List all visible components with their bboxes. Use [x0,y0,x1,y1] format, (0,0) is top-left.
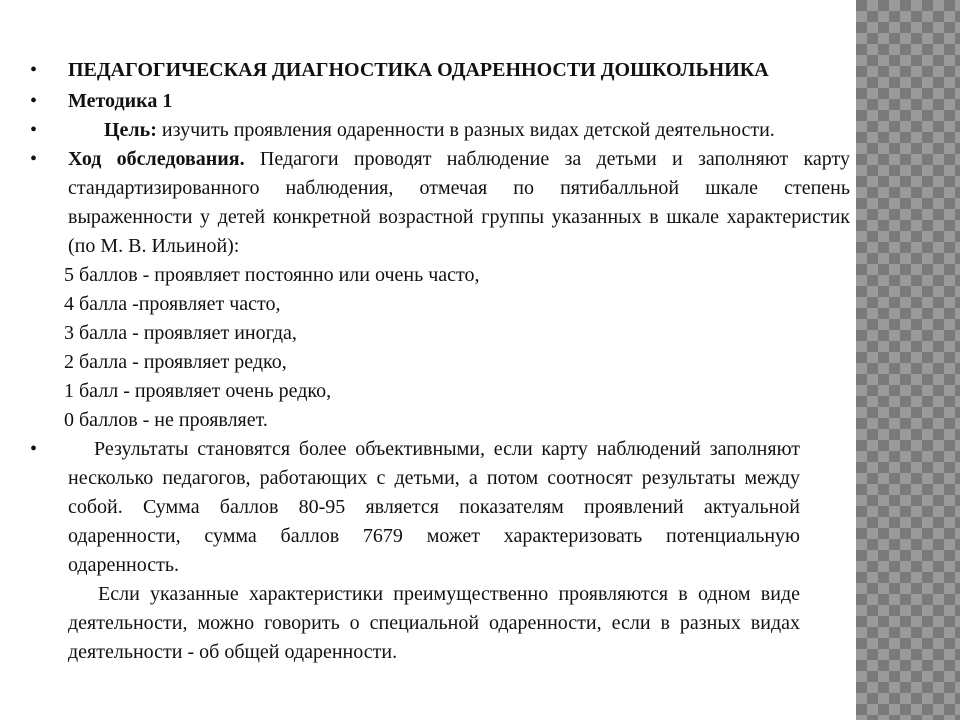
goal-item [28,116,850,145]
scale-item: 2 балла - проявляет редко, [64,351,287,373]
results-item [28,435,800,580]
results-paragraph: Результаты становятся более объективными, если карту наблюдений заполняют несколько педагогов, работающих с детьми, а потом соотносят результаты между собой. Сумма баллов 80-95 является показателям проявлений актуальной одаренности, сумма баллов 7679 может характеризовать потенциальную одаренность. [68,438,800,576]
scale-item: 3 балла - проявляет иногда, [64,322,297,344]
conclusion-paragraph: Если указанные характеристики преимущественно проявляются в одном виде деятельности, можно говорить о специальной одаренности, если в разных видах деятельности - об общей одаренности. [68,583,800,663]
scale-item: 0 баллов - не проявляет. [64,409,268,431]
scale-item: 1 балл - проявляет очень редко, [64,380,332,402]
goal-label: Цель: [104,119,157,141]
scale-list [28,261,850,435]
bullet-icon: • [30,59,38,81]
bullet-icon: • [30,90,38,112]
conclusion-item [28,580,800,667]
scale-item: 5 баллов - проявляет постоянно или очень часто, [64,264,480,286]
bullet-icon: • [30,119,38,141]
procedure-label: Ход обследования. [68,148,245,170]
bullet-icon: • [30,148,38,170]
method-label: Методика 1 [68,90,173,112]
procedure-paragraph [68,145,850,261]
method-item [28,87,850,116]
bullet-icon: • [30,438,38,460]
decorative-side-pattern [856,0,960,720]
scale-item: 4 балла -проявляет часто, [64,293,281,315]
goal-paragraph [68,116,850,145]
procedure-text: Педагоги проводят наблюдение за детьми и заполняют карту стандартизированного наблюдения, отмечая по пятибалльной шкале степень выраженности у детей конкретной возрастной группы указанных в шкале характеристик (по М. В. Ильиной): [68,148,851,257]
slide-content [28,56,850,667]
goal-text: изучить проявления одаренности в разных видах детской деятельности. [156,119,775,141]
procedure-item [28,145,850,261]
slide-title: ПЕДАГОГИЧЕСКАЯ ДИАГНОСТИКА ОДАРЕННОСТИ ДОШКОЛЬНИКА [68,59,769,81]
heading-item [28,56,850,85]
